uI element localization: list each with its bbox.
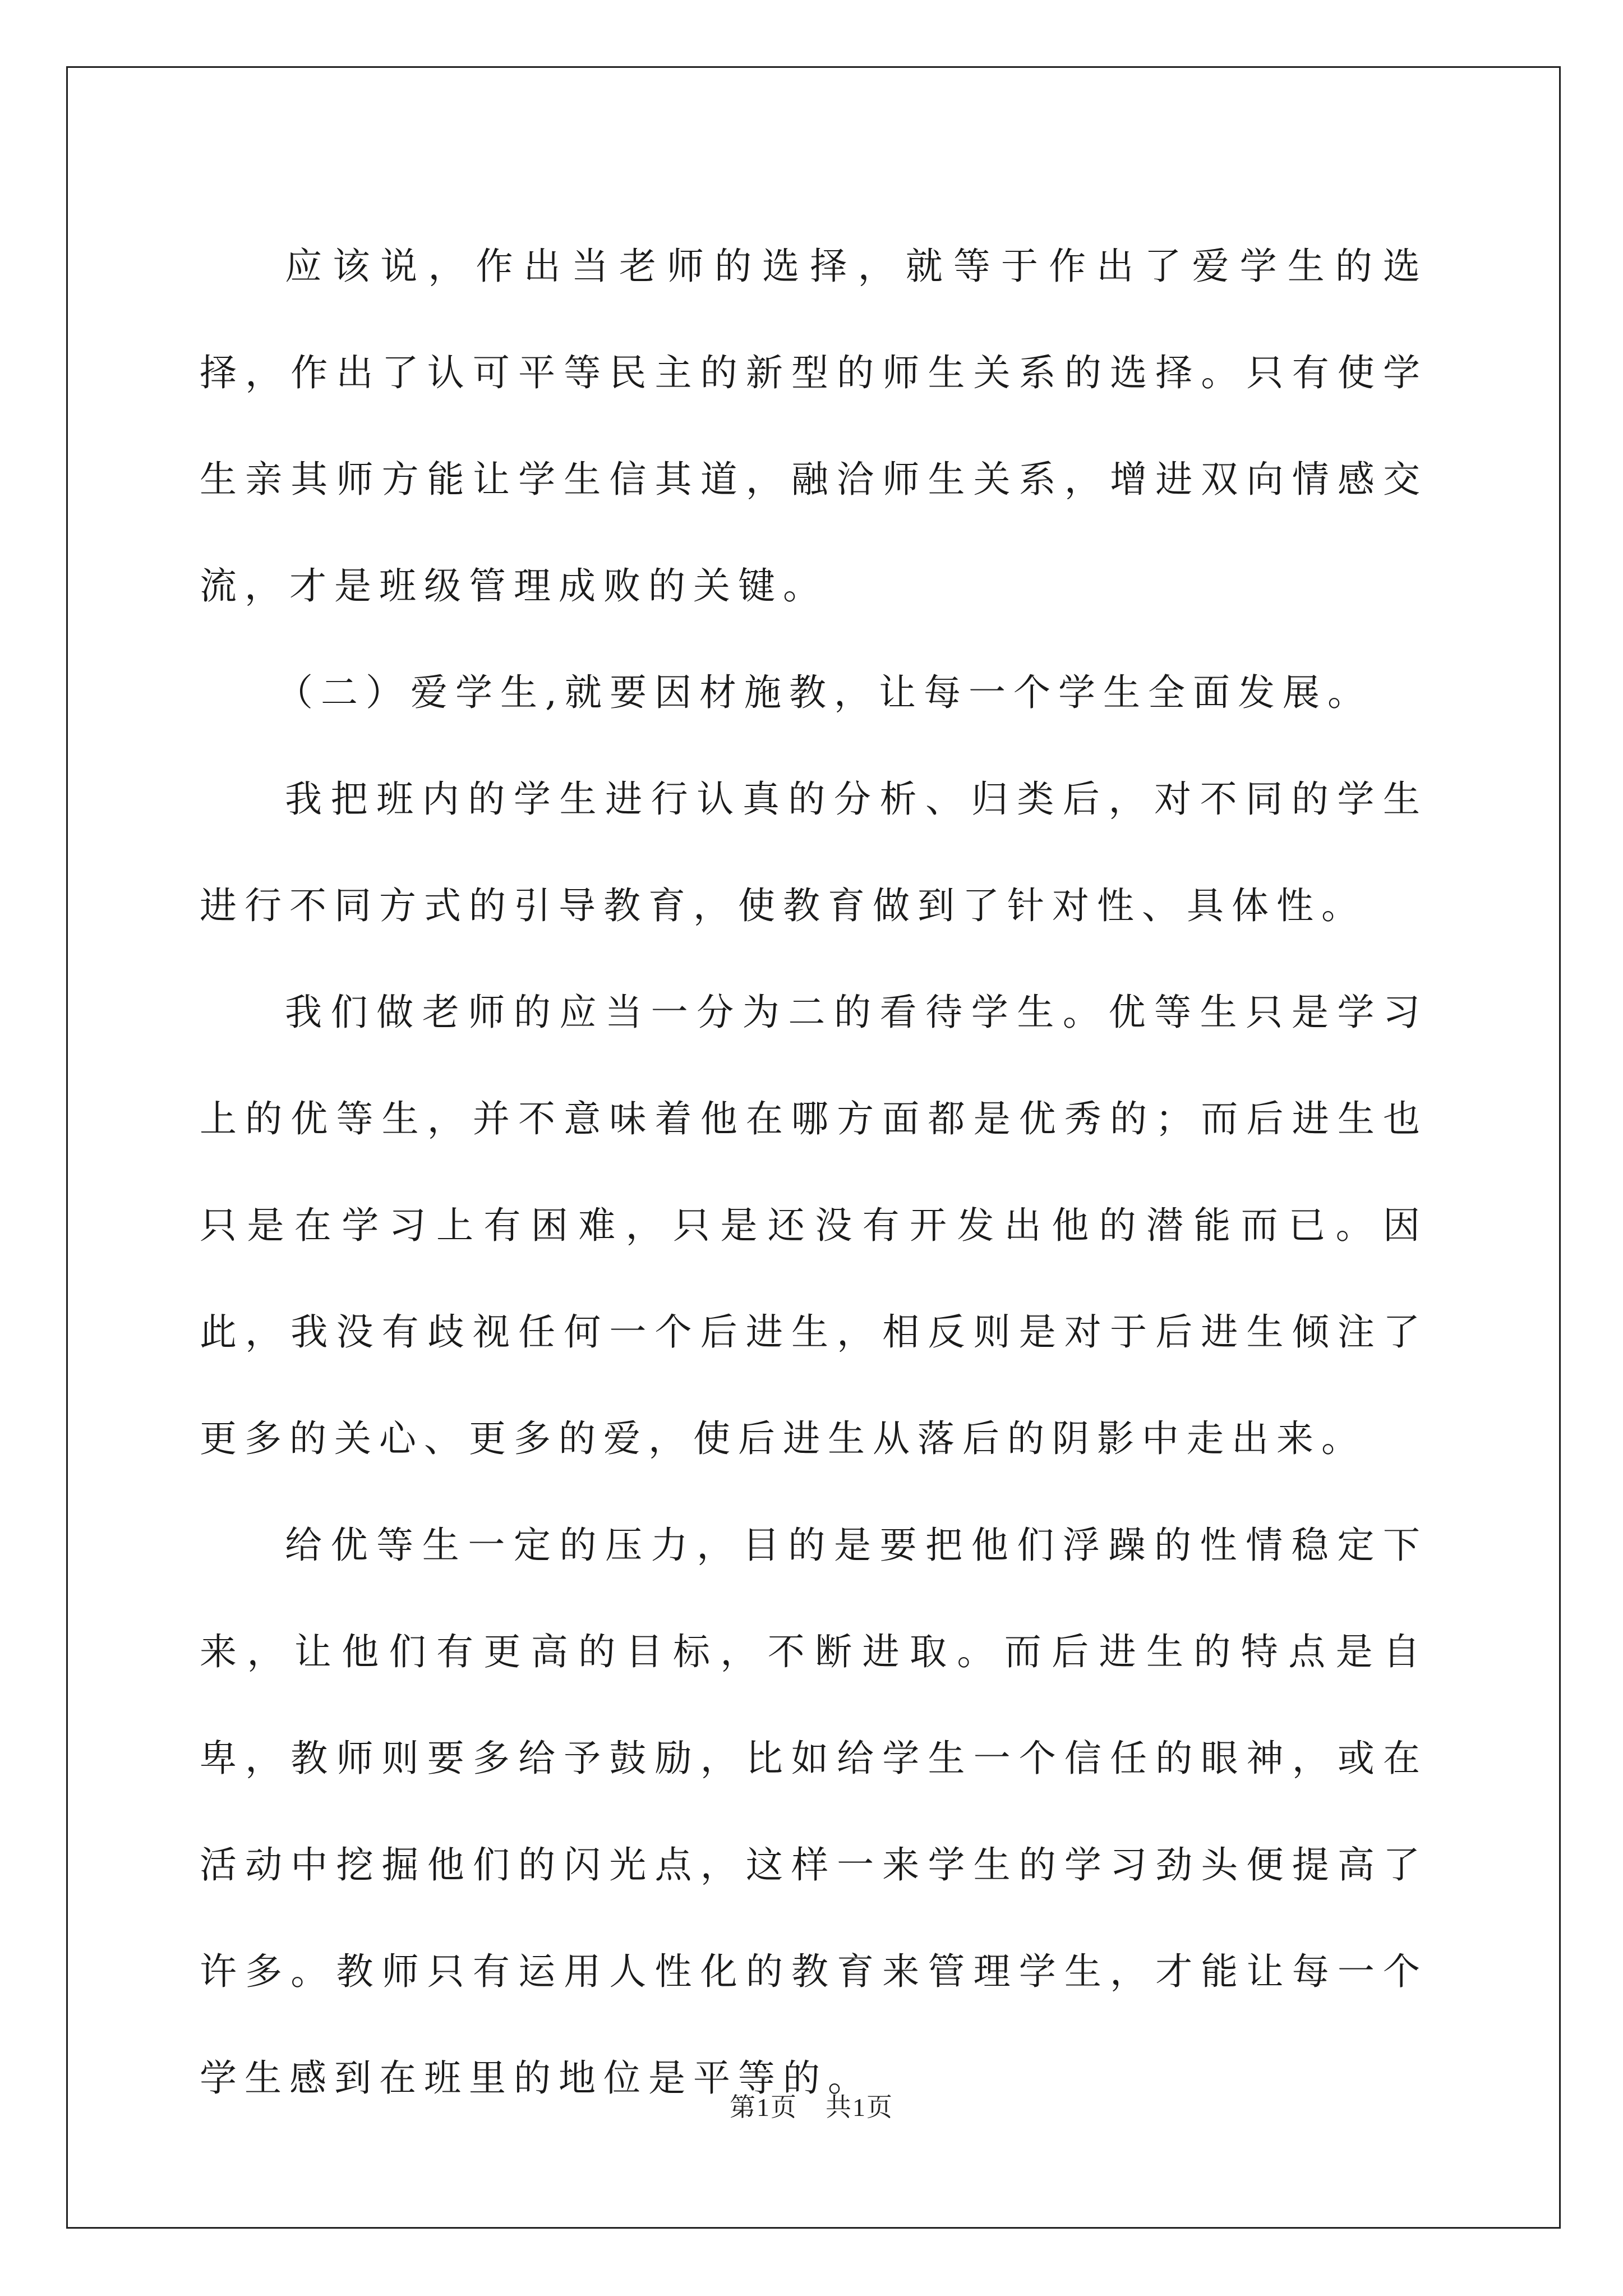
paragraph: 我把班内的学生进行认真的分析、归类后，对不同的学生进行不同方式的引导教育，使教育做到了针对性、具体性。 bbox=[200, 777, 1428, 927]
page-total: 共1页 bbox=[826, 2093, 893, 2122]
page-number: 第1页 bbox=[730, 2093, 797, 2122]
paragraph: 应该说，作出当老师的选择，就等于作出了爱学生的选择，作出了认可平等民主的新型的师生关系的选择。只有使学生亲其师方能让学生信其道，融洽师生关系，增进双向情感交流，才是班级管理成败的关键。 bbox=[200, 245, 1428, 608]
page-footer bbox=[0, 2087, 1623, 2124]
paragraph: 我们做老师的应当一分为二的看待学生。优等生只是学习上的优等生，并不意味着他在哪方面都是优秀的；而后进生也只是在学习上有困难，只是还没有开发出他的潜能而已。因此，我没有歧视任何一个后进生，相反则是对于后进生倾注了更多的关心、更多的爱，使后进生从落后的阴影中走出来。 bbox=[200, 991, 1428, 1460]
paragraph: 给优等生一定的压力，目的是要把他们浮躁的性情稳定下来，让他们有更高的目标，不断进取。而后进生的特点是自卑，教师则要多给予鼓励，比如给学生一个信任的眼神，或在活动中挖掘他们的闪光点，这样一来学生的学习劲头便提高了许多。教师只有运用人性化的教育来管理学生，才能让每一个学生感到在班里的地位是平等的。 bbox=[200, 1524, 1428, 2100]
section-heading: （二）爱学生,就要因材施教，让每一个学生全面发展。 bbox=[276, 671, 1372, 714]
document-body bbox=[200, 213, 1428, 2132]
